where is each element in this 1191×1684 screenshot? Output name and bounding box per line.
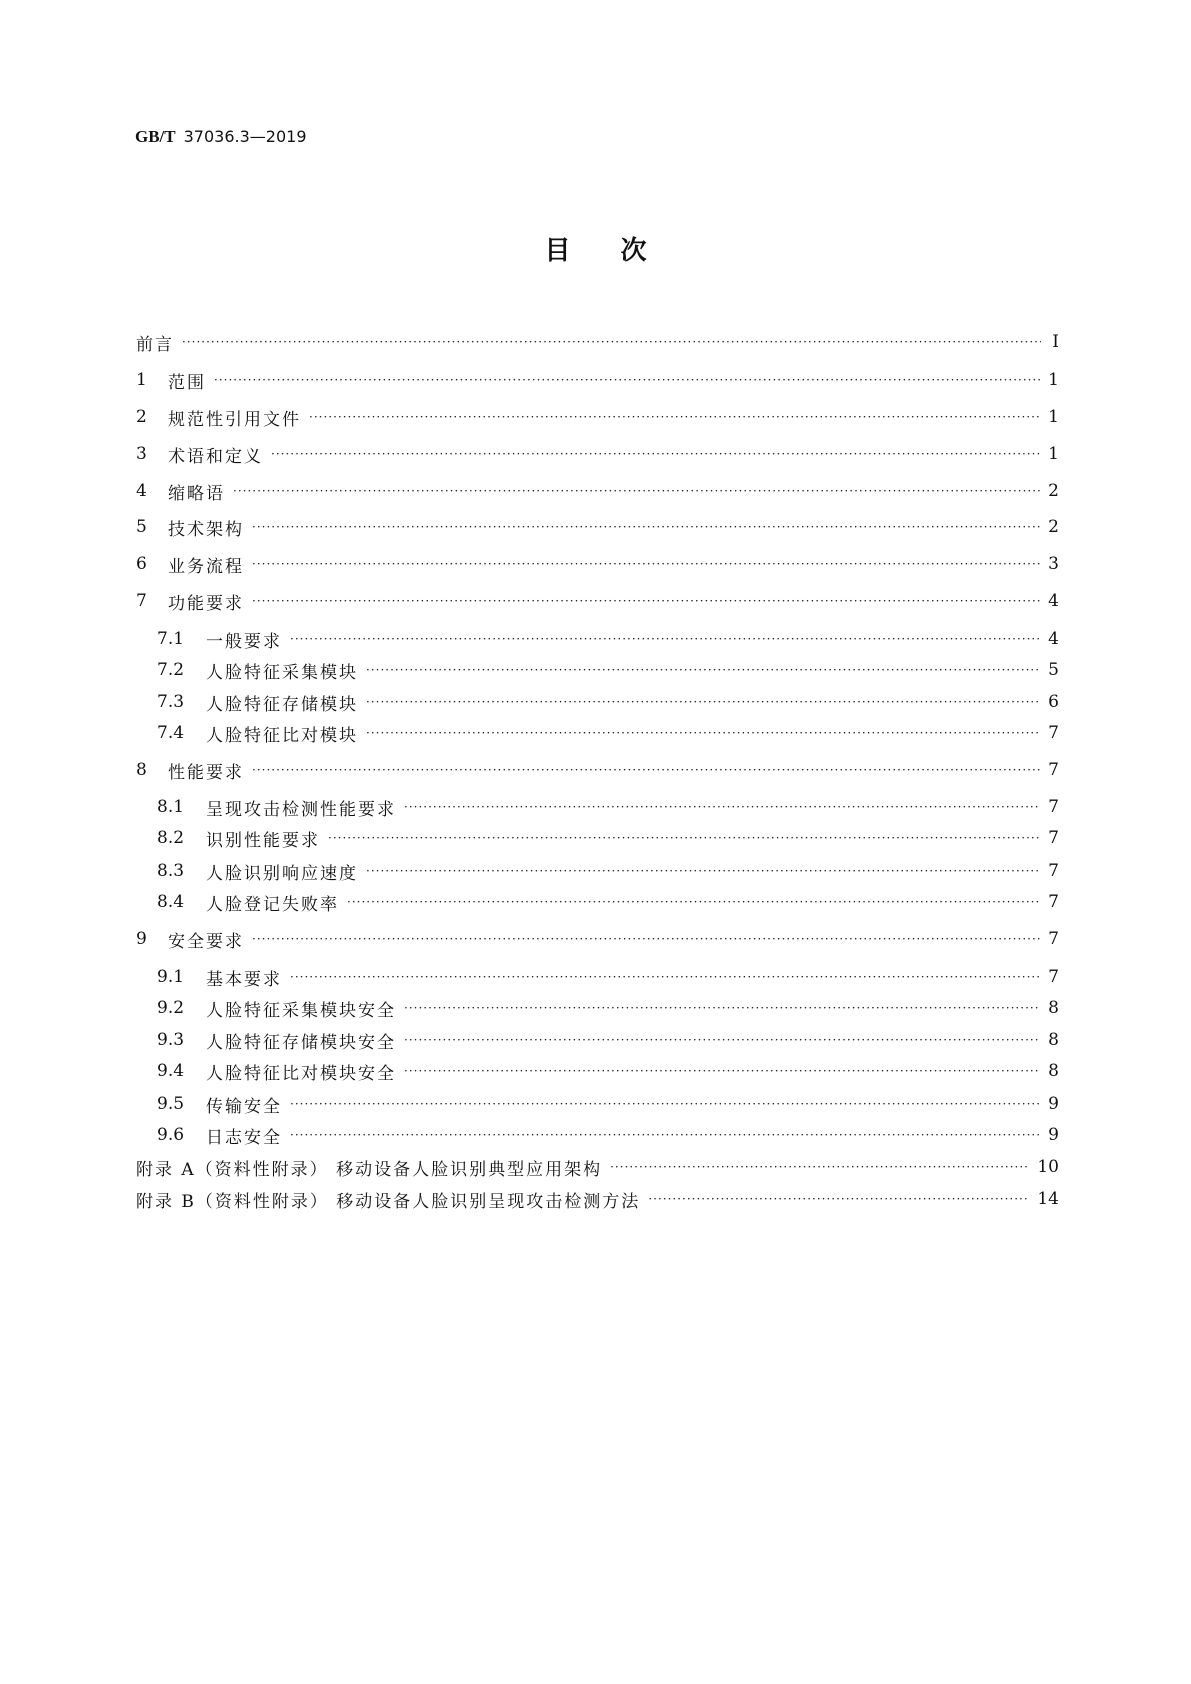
toc-entry[interactable]: [157, 965, 1059, 989]
toc-entry-label: 人脸特征采集模块安全: [206, 1000, 396, 1021]
dot-leader: [648, 1192, 1029, 1206]
toc-entry-label: 基本要求: [206, 969, 282, 990]
dot-leader: [404, 1064, 1040, 1078]
toc-entry-number: 8.1: [157, 797, 185, 817]
toc-entry-number: 1: [136, 370, 147, 390]
toc-entry-number: 9.5: [157, 1094, 185, 1114]
toc-entry-label: 业务流程: [168, 556, 244, 577]
toc-entry-number: 5: [136, 517, 147, 537]
toc-entry-number: 7.2: [157, 660, 185, 680]
dot-leader: [252, 932, 1040, 946]
toc-entry-number: 9.1: [157, 967, 185, 987]
toc-entry-label: 人脸特征比对模块: [206, 725, 358, 746]
toc-entry-page: 5: [1048, 660, 1059, 680]
toc-entry-label: 识别性能要求: [206, 830, 320, 851]
toc-entry-label: 日志安全: [206, 1127, 282, 1148]
toc-entry-label: 规范性引用文件: [168, 409, 301, 430]
toc-entry-page: 6: [1048, 692, 1059, 712]
toc-entry-label: 人脸登记失败率: [206, 894, 339, 915]
dot-leader: [252, 557, 1040, 571]
toc-entry[interactable]: [136, 330, 1059, 354]
toc-entry[interactable]: [157, 1123, 1059, 1147]
dot-leader: [290, 970, 1040, 984]
toc-entry-number: 7.1: [157, 629, 185, 649]
toc-entry-number: 3: [136, 444, 147, 464]
toc-entry-number: 7.4: [157, 723, 185, 743]
toc-entry-page: 7: [1048, 760, 1059, 780]
toc-entry[interactable]: [157, 690, 1059, 714]
toc-entry-page: 7: [1048, 797, 1059, 817]
dot-leader: [404, 800, 1040, 814]
toc-entry-page: 9: [1048, 1125, 1059, 1145]
toc-entry-page: 10: [1037, 1157, 1059, 1177]
toc-entry-page: 2: [1048, 517, 1059, 537]
toc-entry[interactable]: [136, 515, 1059, 539]
toc-entry-page: 9: [1048, 1094, 1059, 1114]
toc-entry-label: 人脸特征存储模块安全: [206, 1032, 396, 1053]
dot-leader: [290, 1128, 1040, 1142]
toc-entry-label: 附录 A（资料性附录） 移动设备人脸识别典型应用架构: [136, 1159, 603, 1180]
toc-entry-label: 附录 B（资料性附录） 移动设备人脸识别呈现攻击检测方法: [136, 1191, 641, 1212]
toc-entry-number: 8.2: [157, 828, 185, 848]
toc-entry[interactable]: [157, 1028, 1059, 1052]
dot-leader: [404, 1001, 1040, 1015]
toc-entry-page: 4: [1048, 629, 1059, 649]
toc-entry-page: Ⅰ: [1052, 332, 1059, 352]
dot-leader: [290, 1097, 1040, 1111]
toc-entry[interactable]: [136, 479, 1059, 503]
toc-entry-number: 9.2: [157, 998, 185, 1018]
toc-entry-page: 7: [1048, 828, 1059, 848]
toc-entry-label: 传输安全: [206, 1096, 282, 1117]
dot-leader: [271, 447, 1040, 461]
toc-entry-page: 7: [1048, 929, 1059, 949]
toc-entry-label: 安全要求: [168, 931, 244, 952]
toc-entry[interactable]: [136, 442, 1059, 466]
dot-leader: [252, 594, 1040, 608]
toc-entry-label: 呈现攻击检测性能要求: [206, 799, 396, 820]
toc-entry-label: 性能要求: [168, 762, 244, 783]
dot-leader: [233, 484, 1040, 498]
toc-entry-label: 前言: [136, 334, 174, 355]
toc-entry-label: 术语和定义: [168, 446, 263, 467]
dot-leader: [328, 831, 1040, 845]
dot-leader: [366, 663, 1040, 677]
toc-entry-page: 1: [1048, 444, 1059, 464]
toc-entry-label: 人脸特征采集模块: [206, 662, 358, 683]
toc-entry[interactable]: [136, 927, 1059, 951]
toc-entry-number: 2: [136, 407, 147, 427]
title-char: 目: [544, 236, 571, 266]
toc-entry[interactable]: [157, 795, 1059, 819]
page-title: [0, 230, 1191, 267]
toc-entry-number: 9.3: [157, 1030, 185, 1050]
toc-entry-number: 4: [136, 481, 147, 501]
toc-entry-page: 7: [1048, 967, 1059, 987]
dot-leader: [252, 763, 1040, 777]
toc-entry[interactable]: [136, 405, 1059, 429]
toc-entry-page: 1: [1048, 407, 1059, 427]
toc-entry[interactable]: [157, 859, 1059, 883]
toc-entry-page: 1: [1048, 370, 1059, 390]
dot-leader: [366, 726, 1040, 740]
toc-entry-label: 人脸特征存储模块: [206, 694, 358, 715]
toc-entry-label: 人脸特征比对模块安全: [206, 1063, 396, 1084]
toc-entry-page: 14: [1037, 1189, 1059, 1209]
toc-entry[interactable]: [157, 658, 1059, 682]
dot-leader: [347, 895, 1040, 909]
toc-entry-number: 9.6: [157, 1125, 185, 1145]
dot-leader: [182, 335, 1041, 349]
toc-entry-page: 2: [1048, 481, 1059, 501]
dot-leader: [366, 695, 1040, 709]
toc-entry-number: 8: [136, 760, 147, 780]
toc-entry[interactable]: [157, 721, 1059, 745]
title-char: 次: [620, 236, 647, 266]
toc-entry-label: 缩略语: [168, 483, 225, 504]
toc-entry-label: 人脸识别响应速度: [206, 863, 358, 884]
toc-entry[interactable]: [157, 996, 1059, 1020]
toc-entry-number: 8.3: [157, 861, 185, 881]
toc-entry-number: 6: [136, 554, 147, 574]
toc-entry-label: 技术架构: [168, 519, 244, 540]
toc-entry[interactable]: [136, 1155, 1059, 1179]
toc-entry-number: 9: [136, 929, 147, 949]
toc-entry-number: 9.4: [157, 1061, 185, 1081]
standard-prefix: GB/T: [135, 127, 176, 146]
toc-entry-label: 范围: [168, 372, 206, 393]
toc-entry[interactable]: [157, 1059, 1059, 1083]
toc-entry-number: 7: [136, 591, 147, 611]
toc-entry[interactable]: [157, 826, 1059, 850]
toc-entry-page: 7: [1048, 723, 1059, 743]
toc-entry-number: 8.4: [157, 892, 185, 912]
toc-entry-label: 一般要求: [206, 631, 282, 652]
dot-leader: [404, 1033, 1040, 1047]
toc-entry-page: 8: [1048, 1030, 1059, 1050]
toc-entry[interactable]: [136, 1187, 1059, 1211]
toc-entry-page: 4: [1048, 591, 1059, 611]
standard-number: 37036.3—2019: [183, 127, 307, 146]
toc-entry-page: 3: [1048, 554, 1059, 574]
toc-entry-number: 7.3: [157, 692, 185, 712]
dot-leader: [366, 864, 1040, 878]
dot-leader: [610, 1160, 1029, 1174]
dot-leader: [252, 520, 1040, 534]
toc-entry[interactable]: [157, 890, 1059, 914]
dot-leader: [290, 632, 1040, 646]
toc-entry[interactable]: [136, 758, 1059, 782]
dot-leader: [214, 373, 1040, 387]
toc-entry[interactable]: [157, 627, 1059, 651]
toc-entry[interactable]: [136, 368, 1059, 392]
toc-entry-page: 8: [1048, 998, 1059, 1018]
toc-entry[interactable]: [136, 589, 1059, 613]
toc-entry[interactable]: [157, 1092, 1059, 1116]
toc-entry-page: 7: [1048, 861, 1059, 881]
toc-entry-page: 7: [1048, 892, 1059, 912]
dot-leader: [309, 410, 1040, 424]
toc-entry[interactable]: [136, 552, 1059, 576]
standard-code: [135, 127, 307, 147]
toc-entry-label: 功能要求: [168, 593, 244, 614]
toc-entry-page: 8: [1048, 1061, 1059, 1081]
